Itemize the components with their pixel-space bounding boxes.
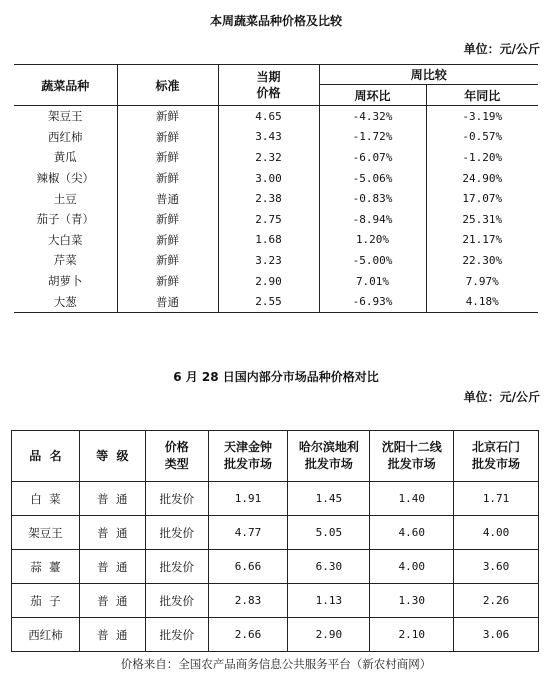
cell-price: 2.32 — [218, 147, 319, 168]
table-row — [12, 584, 539, 618]
col-header-grade: 等 级 — [79, 431, 145, 482]
cell-price: 2.90 — [218, 271, 319, 292]
col-header-price-type — [145, 431, 208, 482]
cell-standard: 新鲜 — [117, 271, 218, 292]
cell-wow: -6.93% — [319, 291, 426, 312]
cell-yoy: -3.19% — [426, 106, 538, 127]
cell-variety: 黄瓜 — [53, 150, 77, 165]
cell-wow: -6.07% — [319, 147, 426, 168]
cell-name: 茄 子 — [12, 584, 80, 618]
cell-grade: 普 通 — [79, 516, 145, 550]
col-header-tianjin-line2: 批发市场 — [224, 457, 273, 471]
cell-grade: 普 通 — [79, 482, 145, 516]
cell-tianjin: 2.66 — [208, 618, 288, 652]
cell-wow: -5.06% — [319, 168, 426, 189]
cell-harbin: 1.13 — [288, 584, 370, 618]
col-header-harbin-line1: 哈尔滨地利 — [298, 440, 359, 454]
cell-beijing: 2.26 — [454, 584, 539, 618]
cell-yoy: 22.30% — [426, 250, 538, 271]
col-header-name: 品 名 — [12, 431, 80, 482]
table2-title: 6 月 28 日国内部分市场品种价格对比 — [173, 370, 379, 384]
cell-standard: 新鲜 — [117, 250, 218, 271]
cell-beijing: 4.00 — [454, 516, 539, 550]
table-row — [14, 209, 538, 230]
table-row — [14, 230, 538, 251]
table-row — [12, 516, 539, 550]
cell-shenyang: 2.10 — [370, 618, 454, 652]
cell-price-type: 批发价 — [145, 618, 208, 652]
cell-variety: 架豆王 — [48, 109, 83, 124]
col-header-price-line1: 当期 — [256, 70, 281, 84]
cell-grade: 普 通 — [79, 550, 145, 584]
col-header-price-type-line2: 类型 — [164, 457, 189, 471]
cell-variety: 大葱 — [14, 291, 117, 312]
cell-yoy: -1.20% — [426, 147, 538, 168]
cell-shenyang: 1.30 — [370, 584, 454, 618]
col-header-price — [218, 65, 319, 106]
cell-variety: 胡萝卜 — [48, 274, 83, 289]
table2-unit: 单位：元/公斤 — [463, 390, 540, 404]
col-header-beijing-line1: 北京石门 — [472, 440, 521, 454]
cell-standard: 普通 — [117, 188, 218, 209]
table-row — [14, 188, 538, 209]
col-header-weekly: 周比较 — [319, 65, 538, 85]
table-row — [12, 550, 539, 584]
cell-tianjin: 6.66 — [208, 550, 288, 584]
cell-shenyang: 4.00 — [370, 550, 454, 584]
cell-price: 3.00 — [218, 168, 319, 189]
col-header-tianjin-line1: 天津金钟 — [224, 440, 273, 454]
table1-title: 本周蔬菜品种价格及比较 — [209, 14, 342, 28]
cell-price: 4.65 — [218, 106, 319, 127]
table-row — [14, 291, 538, 312]
col-header-standard: 标准 — [117, 65, 218, 106]
cell-yoy: 24.90% — [426, 168, 538, 189]
cell-tianjin: 2.83 — [208, 584, 288, 618]
table-row — [14, 127, 538, 148]
cell-standard: 新鲜 — [117, 230, 218, 251]
cell-price: 1.68 — [218, 230, 319, 251]
cell-harbin: 6.30 — [288, 550, 370, 584]
table-row — [14, 106, 538, 127]
cell-standard: 普通 — [117, 291, 218, 312]
table-row — [12, 618, 539, 652]
cell-standard: 新鲜 — [117, 147, 218, 168]
col-header-yoy: 年同比 — [426, 85, 538, 106]
col-header-beijing — [454, 431, 539, 482]
cell-wow: -5.00% — [319, 250, 426, 271]
cell-price: 3.23 — [218, 250, 319, 271]
cell-yoy: 4.18% — [426, 291, 538, 312]
col-header-harbin-line2: 批发市场 — [304, 457, 353, 471]
col-header-harbin — [288, 431, 370, 482]
cell-standard: 新鲜 — [117, 106, 218, 127]
cell-shenyang: 4.60 — [370, 516, 454, 550]
cell-standard: 新鲜 — [117, 209, 218, 230]
cell-grade: 普 通 — [79, 618, 145, 652]
cell-price-type: 批发价 — [145, 584, 208, 618]
table-row — [14, 271, 538, 292]
cell-grade: 普 通 — [79, 584, 145, 618]
cell-wow: -1.72% — [319, 127, 426, 148]
cell-price: 2.75 — [218, 209, 319, 230]
col-header-tianjin — [208, 431, 288, 482]
cell-yoy: 17.07% — [426, 188, 538, 209]
cell-yoy: 21.17% — [426, 230, 538, 251]
table-row — [14, 250, 538, 271]
cell-harbin: 2.90 — [288, 618, 370, 652]
cell-beijing: 3.60 — [454, 550, 539, 584]
market-price-table — [11, 430, 539, 652]
cell-yoy: -0.57% — [426, 127, 538, 148]
cell-standard: 新鲜 — [117, 127, 218, 148]
col-header-shenyang-line1: 沈阳十二线 — [381, 440, 442, 454]
cell-price: 3.43 — [218, 127, 319, 148]
cell-wow: -8.94% — [319, 209, 426, 230]
cell-variety: 辣椒（尖） — [36, 171, 94, 186]
col-header-shenyang — [370, 431, 454, 482]
table1-unit: 单位：元/公斤 — [463, 42, 540, 56]
col-header-beijing-line2: 批发市场 — [472, 457, 521, 471]
cell-price: 2.38 — [218, 188, 319, 209]
vegetable-price-table — [14, 64, 538, 313]
cell-tianjin: 4.77 — [208, 516, 288, 550]
cell-harbin: 5.05 — [288, 516, 370, 550]
cell-price-type: 批发价 — [145, 482, 208, 516]
cell-wow: -0.83% — [319, 188, 426, 209]
cell-name: 蒜 薹 — [12, 550, 80, 584]
cell-yoy: 25.31% — [426, 209, 538, 230]
cell-price-type: 批发价 — [145, 550, 208, 584]
col-header-wow: 周环比 — [319, 85, 426, 106]
cell-variety: 大白菜 — [48, 232, 83, 247]
table-row — [12, 482, 539, 516]
col-header-price-line2: 价格 — [256, 86, 281, 100]
cell-name: 白 菜 — [12, 482, 80, 516]
cell-name: 架豆王 — [12, 516, 80, 550]
cell-variety: 茄子（青） — [36, 212, 94, 227]
cell-variety: 芹菜 — [53, 253, 77, 268]
cell-wow: 7.01% — [319, 271, 426, 292]
cell-price-type: 批发价 — [145, 516, 208, 550]
cell-variety: 西红柿 — [48, 129, 83, 144]
table-row — [14, 147, 538, 168]
source-footnote: 价格来自：全国农产品商务信息公共服务平台（新农村商网） — [120, 657, 432, 671]
cell-wow: 1.20% — [319, 230, 426, 251]
cell-beijing: 1.71 — [454, 482, 539, 516]
cell-harbin: 1.45 — [288, 482, 370, 516]
col-header-variety: 蔬菜品种 — [14, 65, 117, 106]
cell-price: 2.55 — [218, 291, 319, 312]
cell-wow: -4.32% — [319, 106, 426, 127]
cell-beijing: 3.06 — [454, 618, 539, 652]
cell-standard: 新鲜 — [117, 168, 218, 189]
cell-tianjin: 1.91 — [208, 482, 288, 516]
cell-variety: 土豆 — [53, 191, 77, 206]
cell-shenyang: 1.40 — [370, 482, 454, 516]
cell-yoy: 7.97% — [426, 271, 538, 292]
col-header-shenyang-line2: 批发市场 — [387, 457, 436, 471]
col-header-price-type-line1: 价格 — [164, 440, 189, 454]
cell-name: 西红柿 — [12, 618, 80, 652]
table-row — [14, 168, 538, 189]
